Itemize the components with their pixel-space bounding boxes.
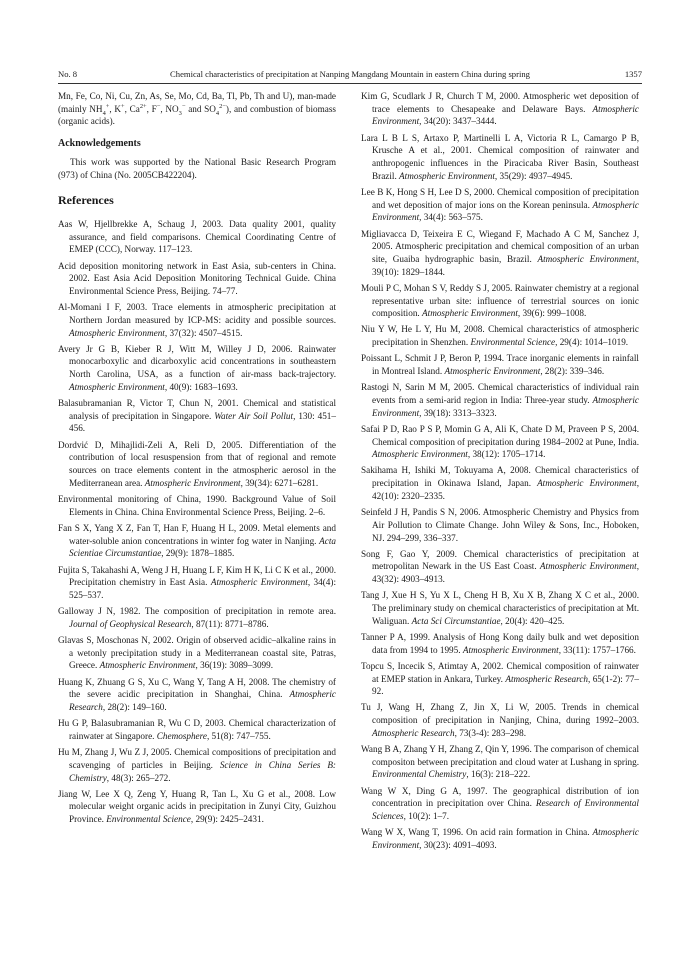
- journal-title: Atmospheric Environment: [539, 561, 637, 572]
- journal-title: Chemosphere: [156, 730, 207, 741]
- journal-title: Atmospheric Research: [69, 689, 336, 713]
- reference-entry: Migliavacca D, Teixeira E C, Wiegand F, Machado A C M, Sanchez J, 2005. Atmospheric precipitation and chemical composition of an urban site, Guaiba hydrographic basin, Brazil. Atmospheric Environment, 39(10): 1829–1844.: [361, 228, 639, 277]
- journal-title: Environmental Science: [470, 337, 556, 348]
- reference-entry: Wang W X, Wang T, 1996. On acid rain formation in China. Atmospheric Environment, 30(23): 4091–4093.: [361, 827, 639, 850]
- reference-entry: Wang B A, Zhang Y H, Zhang Z, Qin Y, 1996. The comparison of chemical compositon between precipitation and cloud water at Lushang in spring. Environmental Chemistry, 16(3): 218–222.: [361, 744, 639, 780]
- reference-entry: Environmental monitoring of China, 1990. Background Value of Soil Elements in China. China Environmental Science Press, Beijing. 2–6.: [58, 493, 336, 517]
- reference-entry: Wang W X, Ding G A, 1997. The geographical distribution of ion concentration in precipitation over China. Research of Environmental Sciences, 10(2): 1–7.: [361, 785, 639, 822]
- right-column: [361, 90, 639, 855]
- reference-entry: Galloway J N, 1982. The composition of precipitation in remote area. Journal of Geophysical Research, 87(11): 8771–8786.: [58, 606, 336, 629]
- journal-title: Water Air Soil Pollut: [214, 410, 294, 421]
- reference-entry: Acid deposition monitoring network in East Asia, sub-centers in China. 2002. East Asia Acid Deposition Monitoring Technical Guide. China Environmental Science Press, Beijing. 74–77.: [58, 260, 336, 296]
- journal-title: Atmospheric Environment: [372, 199, 639, 223]
- journal-title: Environmental Science: [106, 814, 191, 825]
- journal-title: Atmospheric Environment: [372, 827, 639, 850]
- references-heading: References: [58, 193, 114, 208]
- journal-title: Environmental Chemistry: [372, 769, 467, 780]
- reference-entry: Tang J, Xue H S, Yu X L, Cheng H B, Xu X B, Zhang X C et al., 2000. The preliminary study on chemical characteristics of precipitation at Mt. Waliguan. Acta Sci Circumstantiae, 20(4): 420–425.: [361, 590, 639, 626]
- journal-title: Atmospheric Environment: [444, 366, 541, 377]
- reference-entry: Hu G P, Balasubramanian R, Wu C D, 2003. Chemical characterization of rainwater at Singapore. Chemosphere, 51(8): 747–755.: [58, 718, 336, 741]
- reference-entry: Song F, Gao Y, 2009. Chemical characteristics of precipitation at metropolitan Newark in the US East Coast. Atmospheric Environment, 43(32): 4903–4913.: [361, 548, 640, 585]
- left-column: [58, 90, 336, 829]
- reference-entry: Poissant L, Schmit J P, Beron P, 1994. Trace inorganic elements in rainfall in Montreal Island. Atmospheric Environment, 28(2): 339–346.: [361, 353, 639, 377]
- running-header: [58, 67, 642, 81]
- reference-entry: Kim G, Scudlark J R, Church T M, 2000. Atmospheric wet deposition of trace elements to Chesapeake and Delaware Bays. Atmospheric Environment, 34(20): 3437–3444.: [361, 91, 639, 127]
- reference-entry: Jiang W, Lee X Q, Zeng Y, Huang R, Tan L, Xu G et al., 2008. Low molecular weight organic acids in precipitation in Zunyi City, Guizhou Province. Environmental Science, 29(9): 2425–2431.: [58, 788, 336, 825]
- journal-title: Science in China Series B: Chemistry: [69, 759, 336, 783]
- reference-entry: Safai P D, Rao P S P, Momin G A, Ali K, Chate D M, Praveen P S, 2004. Chemical composition of precipitation during 1984–2002 at Pune, India. Atmospheric Environment, 38(12): 1705–1714.: [361, 423, 639, 460]
- reference-entry: Tu J, Wang H, Zhang Z, Jin X, Li W, 2005. Trends in chemical composition of precipitation in Nanjing, China, during 1992–2003. Atmospheric Research, 73(3-4): 283–298.: [361, 702, 639, 738]
- acknowledgements-text: This work was supported by the National Basic Research Program (973) of China (No. 2005CB422204).: [58, 156, 336, 180]
- reference-entry: Al-Momani I F, 2003. Trace elements in atmospheric precipitation at Northern Jordan measured by ICP-MS: acidity and possible sources. Atmospheric Environment, 37(32): 4507–4515.: [58, 302, 336, 338]
- journal-title: Atmospheric Environment: [144, 477, 241, 488]
- page-number: 1357: [624, 69, 642, 79]
- reference-entry: Aas W, Hjellbrekke A, Schaug J, 2003. Data quality 2001, quality assurance, and field comparisons. Chemical Coordinating Centre of EMEP (CCC), Norway. 117–123.: [58, 218, 336, 255]
- journal-title: Atmospheric Environment: [462, 644, 559, 655]
- journal-title: Atmospheric Environment: [69, 327, 165, 338]
- journal-title: Atmospheric Environment: [372, 394, 639, 418]
- reference-entry: Huang K, Zhuang G S, Xu C, Wang Y, Tang A H, 2008. The chemistry of the severe acidic precipitation in Shanghai, China. Atmospheric Research, 28(2): 149–160.: [58, 676, 336, 713]
- journal-title: Atmospheric Environment: [210, 577, 308, 588]
- running-title: Chemical characteristics of precipitation at Nanping Mangdang Mountain in eastern China during spring: [170, 69, 530, 79]
- journal-title: Acta Sci Circumstantiae: [411, 615, 501, 626]
- reference-entry: Fujita S, Takahashi A, Weng J H, Huang L F, Kim H K, Li C K et al., 2000. Precipitation chemistry in East Asia. Atmospheric Environment, 34(4): 525–537.: [58, 564, 337, 600]
- reference-entry: Lara L B L S, Artaxo P, Martinelli L A, Victoria R L, Camargo P B, Krusche A et al., 2001. Chemical composition of rainwater and anthropogenic influences in the Piracicaba River Basin, Southeast Brazil. Atmospheric Environment, 35(29): 4937–4945.: [361, 132, 639, 181]
- reference-entry: Sakihama H, Ishiki M, Tokuyama A, 2008. Chemical characteristics of precipitation in Okinawa Island, Japan. Atmospheric Environment, 42(10): 2320–2335.: [361, 465, 639, 501]
- journal-title: Research of Environmental Sciences: [372, 798, 639, 822]
- reference-entry: Tanner P A, 1999. Analysis of Hong Kong daily bulk and wet deposition data from 1994 to 1995. Atmospheric Environment, 33(11): 1757–1766.: [361, 631, 639, 655]
- journal-title: Atmospheric Environment: [422, 308, 518, 319]
- journal-title: Atmospheric Environment: [537, 478, 637, 489]
- reference-entry: Glavas S, Moschonas N, 2002. Origin of observed acidic–alkaline rains in a wetonly precipitation study in a Mediterranean coastal site, Patras, Greece. Atmospheric Environment, 36(19): 3089–3099.: [58, 635, 336, 671]
- journal-title: Atmospheric Environment: [372, 449, 468, 460]
- reference-entry: Lee B K, Hong S H, Lee D S, 2000. Chemical composition of precipitation and wet deposition of major ions on the Korean peninsula. Atmospheric Environment, 34(4): 563–575.: [361, 186, 639, 223]
- reference-entry: Hu M, Zhang J, Wu Z J, 2005. Chemical compositions of precipitation and scavenging of particles in Beijing. Science in China Series B: Chemistry, 48(3): 265–272.: [58, 747, 336, 783]
- reference-entry: Fan S X, Yang X Z, Fan T, Han F, Huang H L, 2009. Metal elements and water-soluble anion concentrations in winter fog water in Nanjing. Acta Scientiae Circumstantiae, 29(9): 1878–1885.: [58, 522, 336, 559]
- reference-list-right: [361, 90, 639, 852]
- intro-paragraph: Mn, Fe, Co, Ni, Cu, Zn, As, Se, Mo, Cd, Ba, Tl, Pb, Th and U), man-made (mainly $NH_4^+$, K+, $Ca^{2+}$, F−, $NO_3^-$ and $SO_4^{2-}$), and combustion of biomass (organic acids).: [58, 91, 336, 127]
- reference-entry: Dordvić D, Mihajlidi-Zeli A, Reli D, 2005. Differentiation of the contribution of local resuspension from that of regional and remote sources on trace elements content in the atmospheric aerosol in the Mediterranean area. Atmospheric Environment, 39(34): 6271–6281.: [58, 439, 336, 488]
- journal-title: Acta Scientiae Circumstantiae: [69, 535, 336, 559]
- journal-title: Atmospheric Environment: [399, 170, 495, 181]
- reference-entry: Mouli P C, Mohan S V, Reddy S J, 2005. Rainwater chemistry at a regional representative urban site: influence of terrestrial sources on ionic composition. Atmospheric Environment, 39(6): 999–1008.: [361, 282, 639, 319]
- acknowledgements-heading: Acknowledgements: [58, 138, 141, 150]
- reference-entry: Seinfeld J H, Pandis S N, 2006. Atmospheric Chemistry and Physics from Air Pollution to Climate Change. John Wiley & Sons, Inc., Hoboken, NJ. 294–299, 336–337.: [361, 507, 639, 543]
- journal-title: Atmospheric Environment: [537, 253, 637, 264]
- reference-list-left: [58, 218, 336, 826]
- journal-title: Atmospheric Environment: [99, 660, 196, 671]
- journal-title: Atmospheric Environment: [69, 381, 165, 392]
- reference-entry: Niu Y W, He L Y, Hu M, 2008. Chemical characteristics of atmospheric precipitation in Shenzhen. Environmental Science, 29(4): 1014–1019.: [361, 324, 639, 348]
- reference-entry: Balasubramanian R, Victor T, Chun N, 2001. Chemical and statistical analysis of precipitation in Singapore. Water Air Soil Pollut, 130: 451–456.: [58, 398, 336, 434]
- reference-entry: Avery Jr G B, Kieber R J, Witt M, Willey J D, 2006. Rainwater monocarboxylic and dicarboxylic acid concentrations in southeastern North Carolina, USA, as a function of air-mass back-trajectory. Atmospheric Environment, 40(9): 1683–1693.: [58, 343, 336, 392]
- journal-title: Atmospheric Research: [505, 673, 589, 684]
- issue-number: No. 8: [58, 69, 78, 79]
- header-rule: [58, 83, 642, 84]
- reference-entry: Rastogi N, Sarin M M, 2005. Chemical characteristics of individual rain events from a semi-arid region in India: Three-year study. Atmospheric Environment, 39(18): 3313–3323.: [361, 382, 639, 418]
- journal-title: Atmospheric Environment: [372, 103, 639, 127]
- journal-title: Journal of Geophysical Research: [69, 618, 192, 629]
- journal-title: Atmospheric Research: [372, 727, 455, 738]
- reference-entry: Topcu S, Incecik S, Atimtay A, 2002. Chemical composition of rainwater at EMEP station in Ankara, Turkey. Atmospheric Research, 65(1-2): 77–92.: [361, 660, 639, 697]
